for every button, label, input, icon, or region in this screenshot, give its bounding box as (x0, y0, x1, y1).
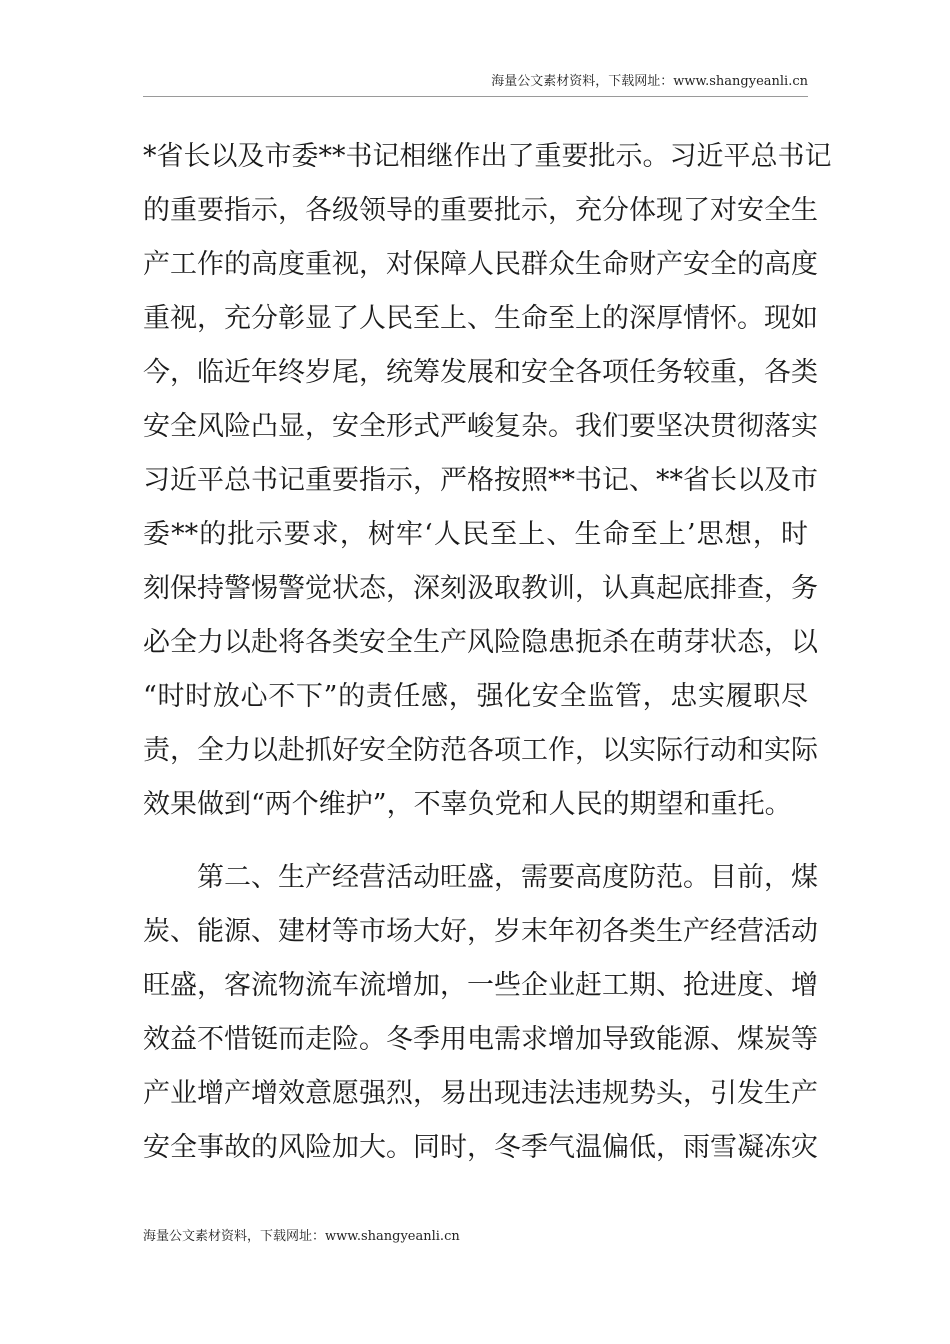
text-line: 习近平总书记重要指示，严格按照**书记、**省长以及市 (143, 465, 818, 496)
text-line: 委**的批示要求，树牢‘人民至上、生命至上’思想，时 (143, 519, 808, 550)
text-line: 责，全力以赴抓好安全防范各项工作，以实际行动和实际 (143, 735, 818, 766)
text-line: “时时放心不下”的责任感，强化安全监管，忠实履职尽 (143, 681, 808, 712)
text-line: 效果做到“两个维护”，不辜负党和人民的期望和重托。 (143, 789, 792, 820)
text-line: 第二、生产经营活动旺盛，需要高度防范。目前，煤 (197, 862, 818, 893)
text-line: 刻保持警惕警觉状态，深刻汲取教训，认真起底排查，务 (143, 573, 818, 604)
page-footer: 海量公文素材资料，下载网址：www.shangyeanli.cn (143, 1229, 460, 1244)
text-line: 的重要指示，各级领导的重要批示，充分体现了对安全生 (143, 195, 818, 226)
text-line: 安全风险凸显，安全形式严峻复杂。我们要坚决贯彻落实 (143, 411, 818, 442)
paragraph (143, 851, 818, 1175)
document-body (143, 130, 832, 1175)
text-line: 旺盛，客流物流车流增加，一些企业赶工期、抢进度、增 (143, 970, 818, 1001)
text-line: 炭、能源、建材等市场大好，岁末年初各类生产经营活动 (143, 916, 818, 947)
page-header: 海量公文素材资料，下载网址：www.shangyeanli.cn (491, 74, 808, 89)
text-line: 必全力以赴将各类安全生产风险隐患扼杀在萌芽状态，以 (143, 627, 818, 658)
paragraph (143, 130, 832, 832)
text-line: 效益不惜铤而走险。冬季用电需求增加导致能源、煤炭等 (143, 1024, 818, 1055)
text-line: 产工作的高度重视，对保障人民群众生命财产安全的高度 (143, 249, 818, 280)
paragraph-spacing (143, 832, 808, 851)
text-line: *省长以及市委**书记相继作出了重要批示。习近平总书记 (143, 141, 832, 172)
text-line: 重视，充分彰显了人民至上、生命至上的深厚情怀。现如 (143, 303, 818, 334)
text-line: 产业增产增效意愿强烈，易出现违法违规势头，引发生产 (143, 1078, 818, 1109)
text-line: 安全事故的风险加大。同时，冬季气温偏低，雨雪凝冻灾 (143, 1132, 818, 1163)
header-divider (143, 96, 808, 97)
text-line: 今，临近年终岁尾，统筹发展和安全各项任务较重，各类 (143, 357, 818, 388)
